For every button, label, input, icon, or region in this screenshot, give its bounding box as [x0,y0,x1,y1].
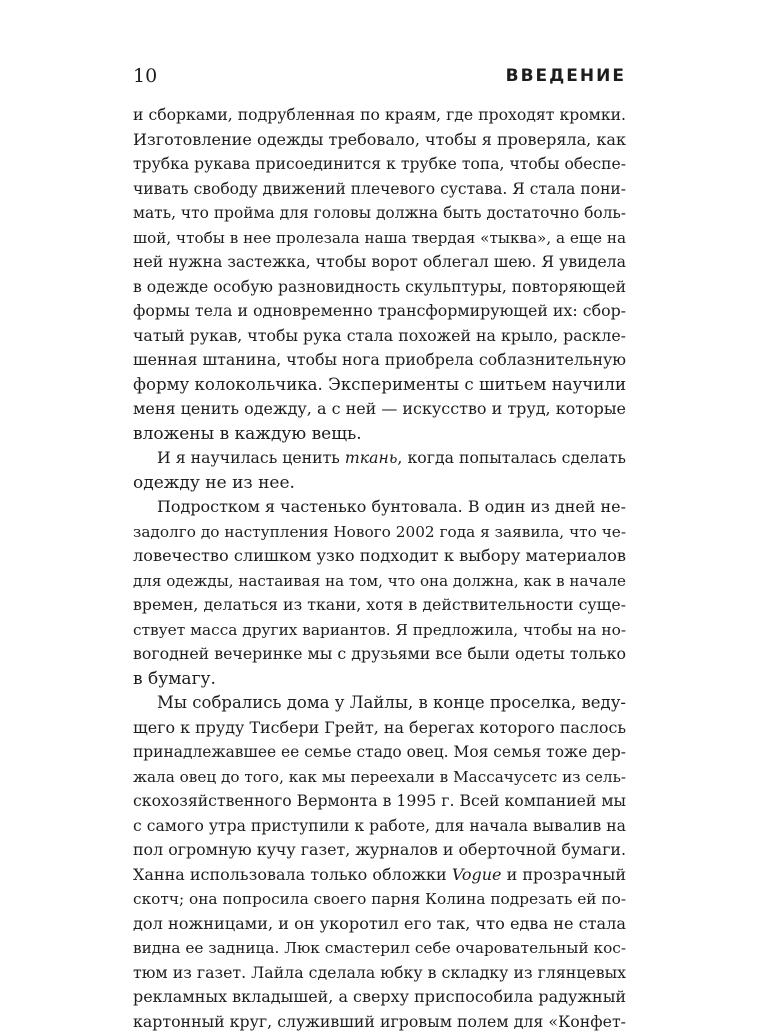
text-line: времен, делаться из ткани, хотя в действительности суще- [133,593,626,618]
text-line: для одежды, настаивая на том, что она должна, как в начале [133,569,626,594]
text-line: трубка рукава присоединится к трубке топа, чтобы обеспе- [133,152,626,177]
text-line: видна ее задница. Люк смастерил себе очаровательный кос- [133,936,626,961]
text-line: Мы собрались дома у Лайлы, в конце проселка, веду- [133,691,626,716]
text-line: шенная штанина, чтобы нога приобрела соблазнительную [133,348,626,373]
section-title: ВВЕДЕНИЕ [506,64,626,88]
text-line: с самого утра приступили к работе, для начала вывалив на [133,814,626,839]
text-line: вложены в каждую вещь. [133,422,626,447]
text-line: Изготовление одежды требовало, чтобы я проверяла, как [133,128,626,153]
text-line: вогодней вечеринке мы с друзьями все были одеты только [133,642,626,667]
text-line: формы тела и одновременно трансформирующей их: сбор- [133,299,626,324]
text-line: принадлежавшее ее семье стадо овец. Моя семья тоже дер- [133,740,626,765]
body-text [133,103,626,1034]
text-line: в бумагу. [133,667,626,692]
text-line: меня ценить одежду, а с ней — искусство и труд, которые [133,397,626,422]
text-line: скотч; она попросила своего парня Колина подрезать ей по- [133,887,626,912]
text-line: И я научилась ценить ткань, когда попыталась сделать [133,446,626,471]
text-line: щего к пруду Тисбери Грейт, на берегах которого паслось [133,716,626,741]
running-head [133,64,626,88]
text-line: форму колокольчика. Эксперименты с шитьем научили [133,373,626,398]
text-line: чивать свободу движений плечевого сустава. Я стала пони- [133,177,626,202]
text-line: жала овец до того, как мы переехали в Массачусетс из сель- [133,765,626,790]
text-line: и сборками, подрубленная по краям, где проходят кромки. [133,103,626,128]
text-line: ней нужна застежка, чтобы ворот облегал шею. Я увидела [133,250,626,275]
emphasis: ткань [345,448,398,467]
text-line: рекламных вкладышей, а сверху приспособила радужный [133,985,626,1010]
text-line: одежду не из нее. [133,471,626,496]
text-line: тюм из газет. Лайла сделала юбку в складку из глянцевых [133,961,626,986]
text-line: дол ножницами, и он укоротил его так, что едва не стала [133,912,626,937]
text-line: картонный круг, служивший игровым полем для «Конфет- [133,1010,626,1034]
text-line: шой, чтобы в нее пролезала наша твердая «тыква», а еще на [133,226,626,251]
text-line: чатый рукав, чтобы рука стала похожей на крыло, раскле- [133,324,626,349]
text-line: задолго до наступления Нового 2002 года я заявила, что че- [133,520,626,545]
emphasis: Vogue [452,865,502,884]
page-number: 10 [133,64,157,88]
text-line: мать, что пройма для головы должна быть достаточно боль- [133,201,626,226]
text-line: ловечество слишком узко подходит к выбору материалов [133,544,626,569]
text-line: Подростком я частенько бунтовала. В один из дней не- [133,495,626,520]
text-line: Ханна использовала только обложки Vogue и прозрачный [133,863,626,888]
text-line: ствует масса других вариантов. Я предложила, чтобы на но- [133,618,626,643]
text-line: в одежде особую разновидность скульптуры, повторяющей [133,275,626,300]
text-line: пол огромную кучу газет, журналов и оберточной бумаги. [133,838,626,863]
text-line: скохозяйственного Вермонта в 1995 г. Всей компанией мы [133,789,626,814]
